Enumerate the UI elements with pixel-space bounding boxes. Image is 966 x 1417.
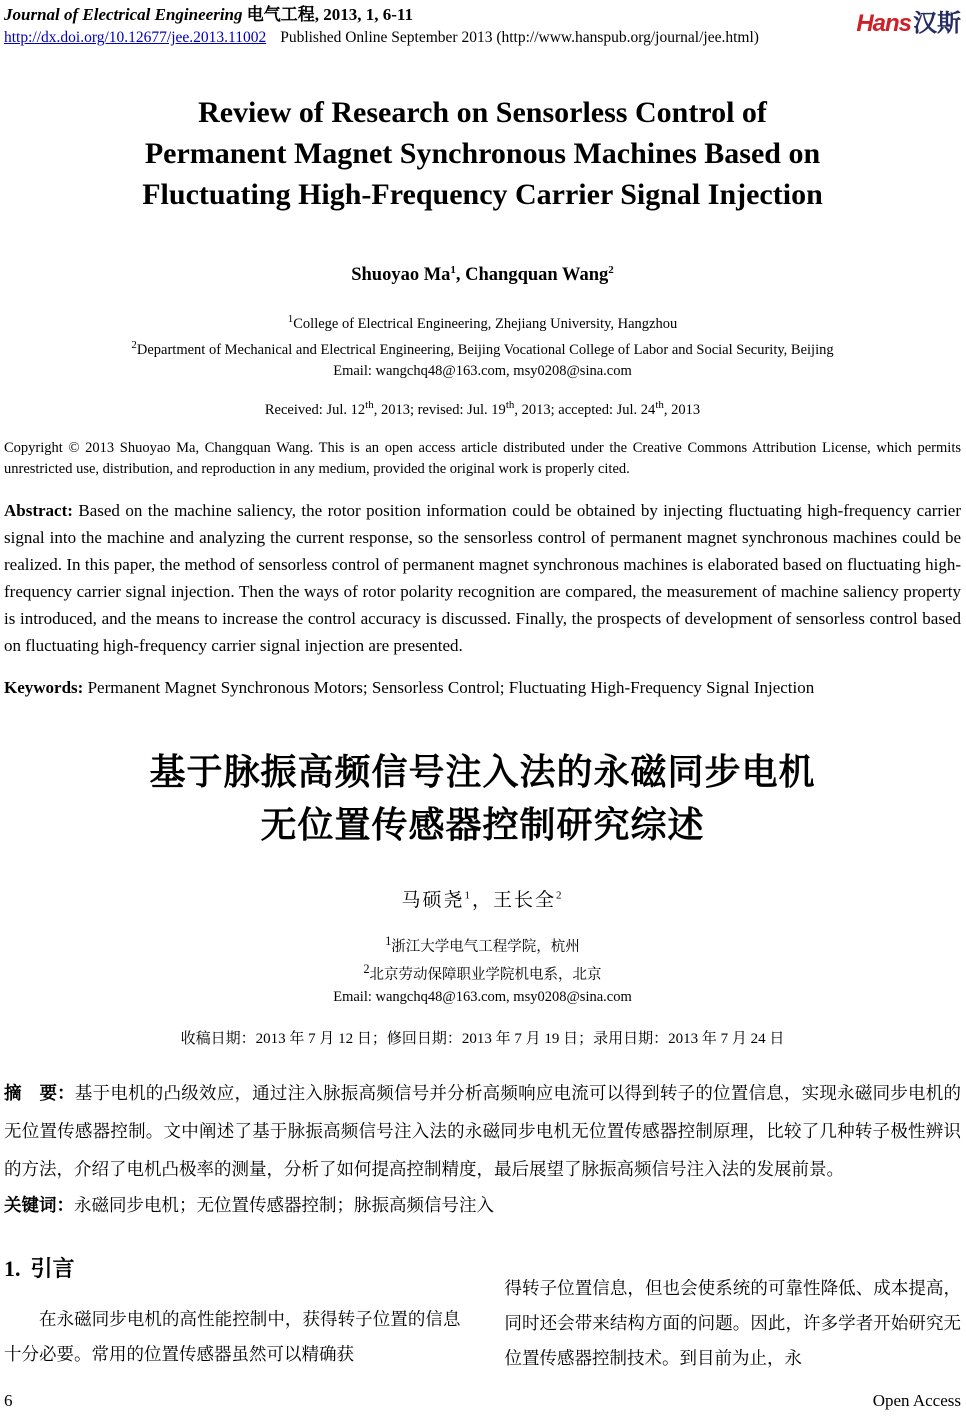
author-2-name: , Changquan Wang (455, 265, 609, 286)
right-column (505, 1256, 962, 1376)
journal-issue-info: , 2013, 1, 6-11 (314, 5, 413, 24)
journal-title-line (4, 5, 961, 25)
dates-chinese: 收稿日期：2013 年 7 月 12 日；修回日期：2013 年 7 月 19 日；录用日期：2013 年 7 月 24 日 (180, 1030, 785, 1047)
copyright-notice: Copyright © 2013 Shuoyao Ma, Changquan Wang. This is an open access article distributed under the Creative Commons Attribution License, which permits unrestricted use, distribution, and reproduction in any medium, provided the original work is properly cited. (4, 439, 961, 477)
section-1-number: 1. (4, 1255, 21, 1281)
affiliation-2-text-zh: 北京劳动保障职业学院机电系，北京 (369, 966, 602, 983)
hans-logo-chinese: 汉斯 (913, 10, 961, 37)
abstract-english (4, 497, 961, 659)
right-column-paragraph: 得转子位置信息，但也会使系统的可靠性降低、成本提高，同时还会带来结构方面的问题。因此，许多学者开始研究无位置传感器控制技术。到目前为止，永 (504, 1277, 961, 1368)
received-sup: th (365, 398, 374, 411)
abstract-chinese (4, 1074, 961, 1188)
author-2-mark-zh: 2 (556, 889, 564, 902)
accepted-part: , 2013; accepted: Jul. 24 (514, 401, 656, 418)
page-number: 6 (4, 1391, 13, 1410)
section-1-title: 引言 (30, 1255, 75, 1281)
received-dates-line (4, 399, 961, 419)
title-line-1: Review of Research on Sensorless Control of (198, 96, 767, 129)
affiliation-1-zh (4, 930, 961, 958)
author-1-mark-zh: 1 (464, 889, 472, 902)
keywords-text: Permanent Magnet Synchronous Motors; Sensorless Control; Fluctuating High-Frequency Signal Injection (83, 677, 815, 697)
affiliation-1-mark-zh: 1 (385, 933, 392, 948)
email-line: Email: wangchq48@163.com, msy0208@sina.com (333, 362, 632, 379)
abstract-text-zh: 基于电机的凸级效应，通过注入脉振高频信号并分析高频响应电流可以得到转子的位置信息，实现永磁同步电机的无位置传感器控制。文中阐述了基于脉振高频信号注入法的永磁同步电机无位置传感器控制原理，比较了几种转子极性辨识的方法，介绍了电机凸极率的测量，分析了如何提高控制精度，最后展望了脉振高频信号注入法的发展前景。 (4, 1082, 961, 1179)
left-column (4, 1256, 461, 1376)
published-online-text: Published Online September 2013 (http://www.hanspub.org/journal/jee.html) (280, 29, 759, 46)
page-footer (4, 1391, 961, 1411)
author-2-name-zh: ，王长全 (472, 889, 557, 911)
section-1-heading (4, 1256, 461, 1282)
keywords-english (4, 675, 961, 700)
author-1-affiliation-mark: 1 (450, 264, 456, 276)
two-column-body (4, 1256, 961, 1376)
accepted-sup: th (655, 398, 664, 411)
title-line-2: Permanent Magnet Synchronous Machines Based on (144, 137, 821, 170)
affiliations-english (4, 309, 961, 382)
open-access-label: Open Access (872, 1391, 961, 1410)
keywords-label: Keywords: (4, 677, 84, 697)
journal-title-chinese: 电气工程 (242, 5, 315, 24)
keywords-label-zh: 关键词： (4, 1194, 74, 1215)
doi-link[interactable]: http://dx.doi.org/10.12677/jee.2013.11002 (4, 29, 267, 46)
authors-chinese (4, 885, 961, 912)
abstract-label-zh: 摘 要： (4, 1082, 75, 1103)
affiliation-1-mark: 1 (287, 313, 294, 326)
affiliation-1-text: College of Electrical Engineering, Zhejiang University, Hangzhou (293, 315, 678, 332)
affiliation-2 (4, 335, 961, 361)
affiliation-2-mark: 2 (131, 338, 137, 351)
affiliation-2-text: Department of Mechanical and Electrical Engineering, Beijing Vocational College of Labor and Social Security, Beijing (136, 341, 834, 358)
journal-title-english: Journal of Electrical Engineering (4, 5, 243, 24)
left-column-paragraph: 在永磁同步电机的高性能控制中，获得转子位置的信息十分必要。常用的位置传感器虽然可以精确获 (4, 1308, 461, 1364)
authors-english (4, 264, 961, 286)
author-1-name-zh: 马硕尧 (401, 889, 465, 911)
keywords-chinese (4, 1192, 961, 1218)
affiliation-2-mark-zh: 2 (363, 961, 370, 976)
author-2-affiliation-mark: 2 (608, 264, 614, 276)
received-year: , 2013 (663, 401, 701, 418)
hans-publisher-logo (856, 3, 961, 38)
affiliation-1 (4, 309, 961, 335)
email-line-zh: Email: wangchq48@163.com, msy0208@sina.com (333, 989, 632, 1006)
abstract-label: Abstract: (4, 500, 73, 520)
abstract-text: Based on the machine saliency, the rotor position information could be obtained by injecting fluctuating high-frequency carrier signal into the machine and analyzing the current response, so the sensorless control of permanent magnet synchronous machines could be realized. In this paper, the method of sensorless control of permanent magnet synchronous machines is elaborated based on fluctuating high-frequency carrier signal injection. Then the ways of rotor polarity recognition are compared, the measurement of machine saliency property is introduced, and the means to increase the control accuracy is discussed. Finally, the prospects of development of sensorless control based on fluctuating high-frequency carrier signal injection are presented. (4, 500, 961, 655)
article-title-chinese (4, 745, 961, 851)
author-1-name: Shuoyao Ma (351, 265, 451, 286)
affiliation-2-zh (4, 958, 961, 986)
affiliation-1-text-zh: 浙江大学电气工程学院，杭州 (391, 938, 580, 955)
affiliations-chinese (4, 930, 961, 1009)
article-title-english (4, 92, 961, 215)
hans-logo-text: Hans (856, 10, 911, 37)
chinese-title-line-2: 无位置传感器控制研究综述 (260, 803, 705, 845)
revised-sup: th (505, 398, 515, 411)
keywords-text-zh: 永磁同步电机；无位置传感器控制；脉振高频信号注入 (74, 1194, 494, 1215)
doi-line (4, 28, 961, 48)
received-part: Received: Jul. 12 (264, 401, 366, 418)
title-line-3: Fluctuating High-Frequency Carrier Signal Injection (142, 178, 823, 211)
journal-header (4, 5, 961, 48)
revised-part: , 2013; revised: Jul. 19 (373, 401, 506, 418)
chinese-title-line-1: 基于脉振高频信号注入法的永磁同步电机 (149, 750, 816, 792)
